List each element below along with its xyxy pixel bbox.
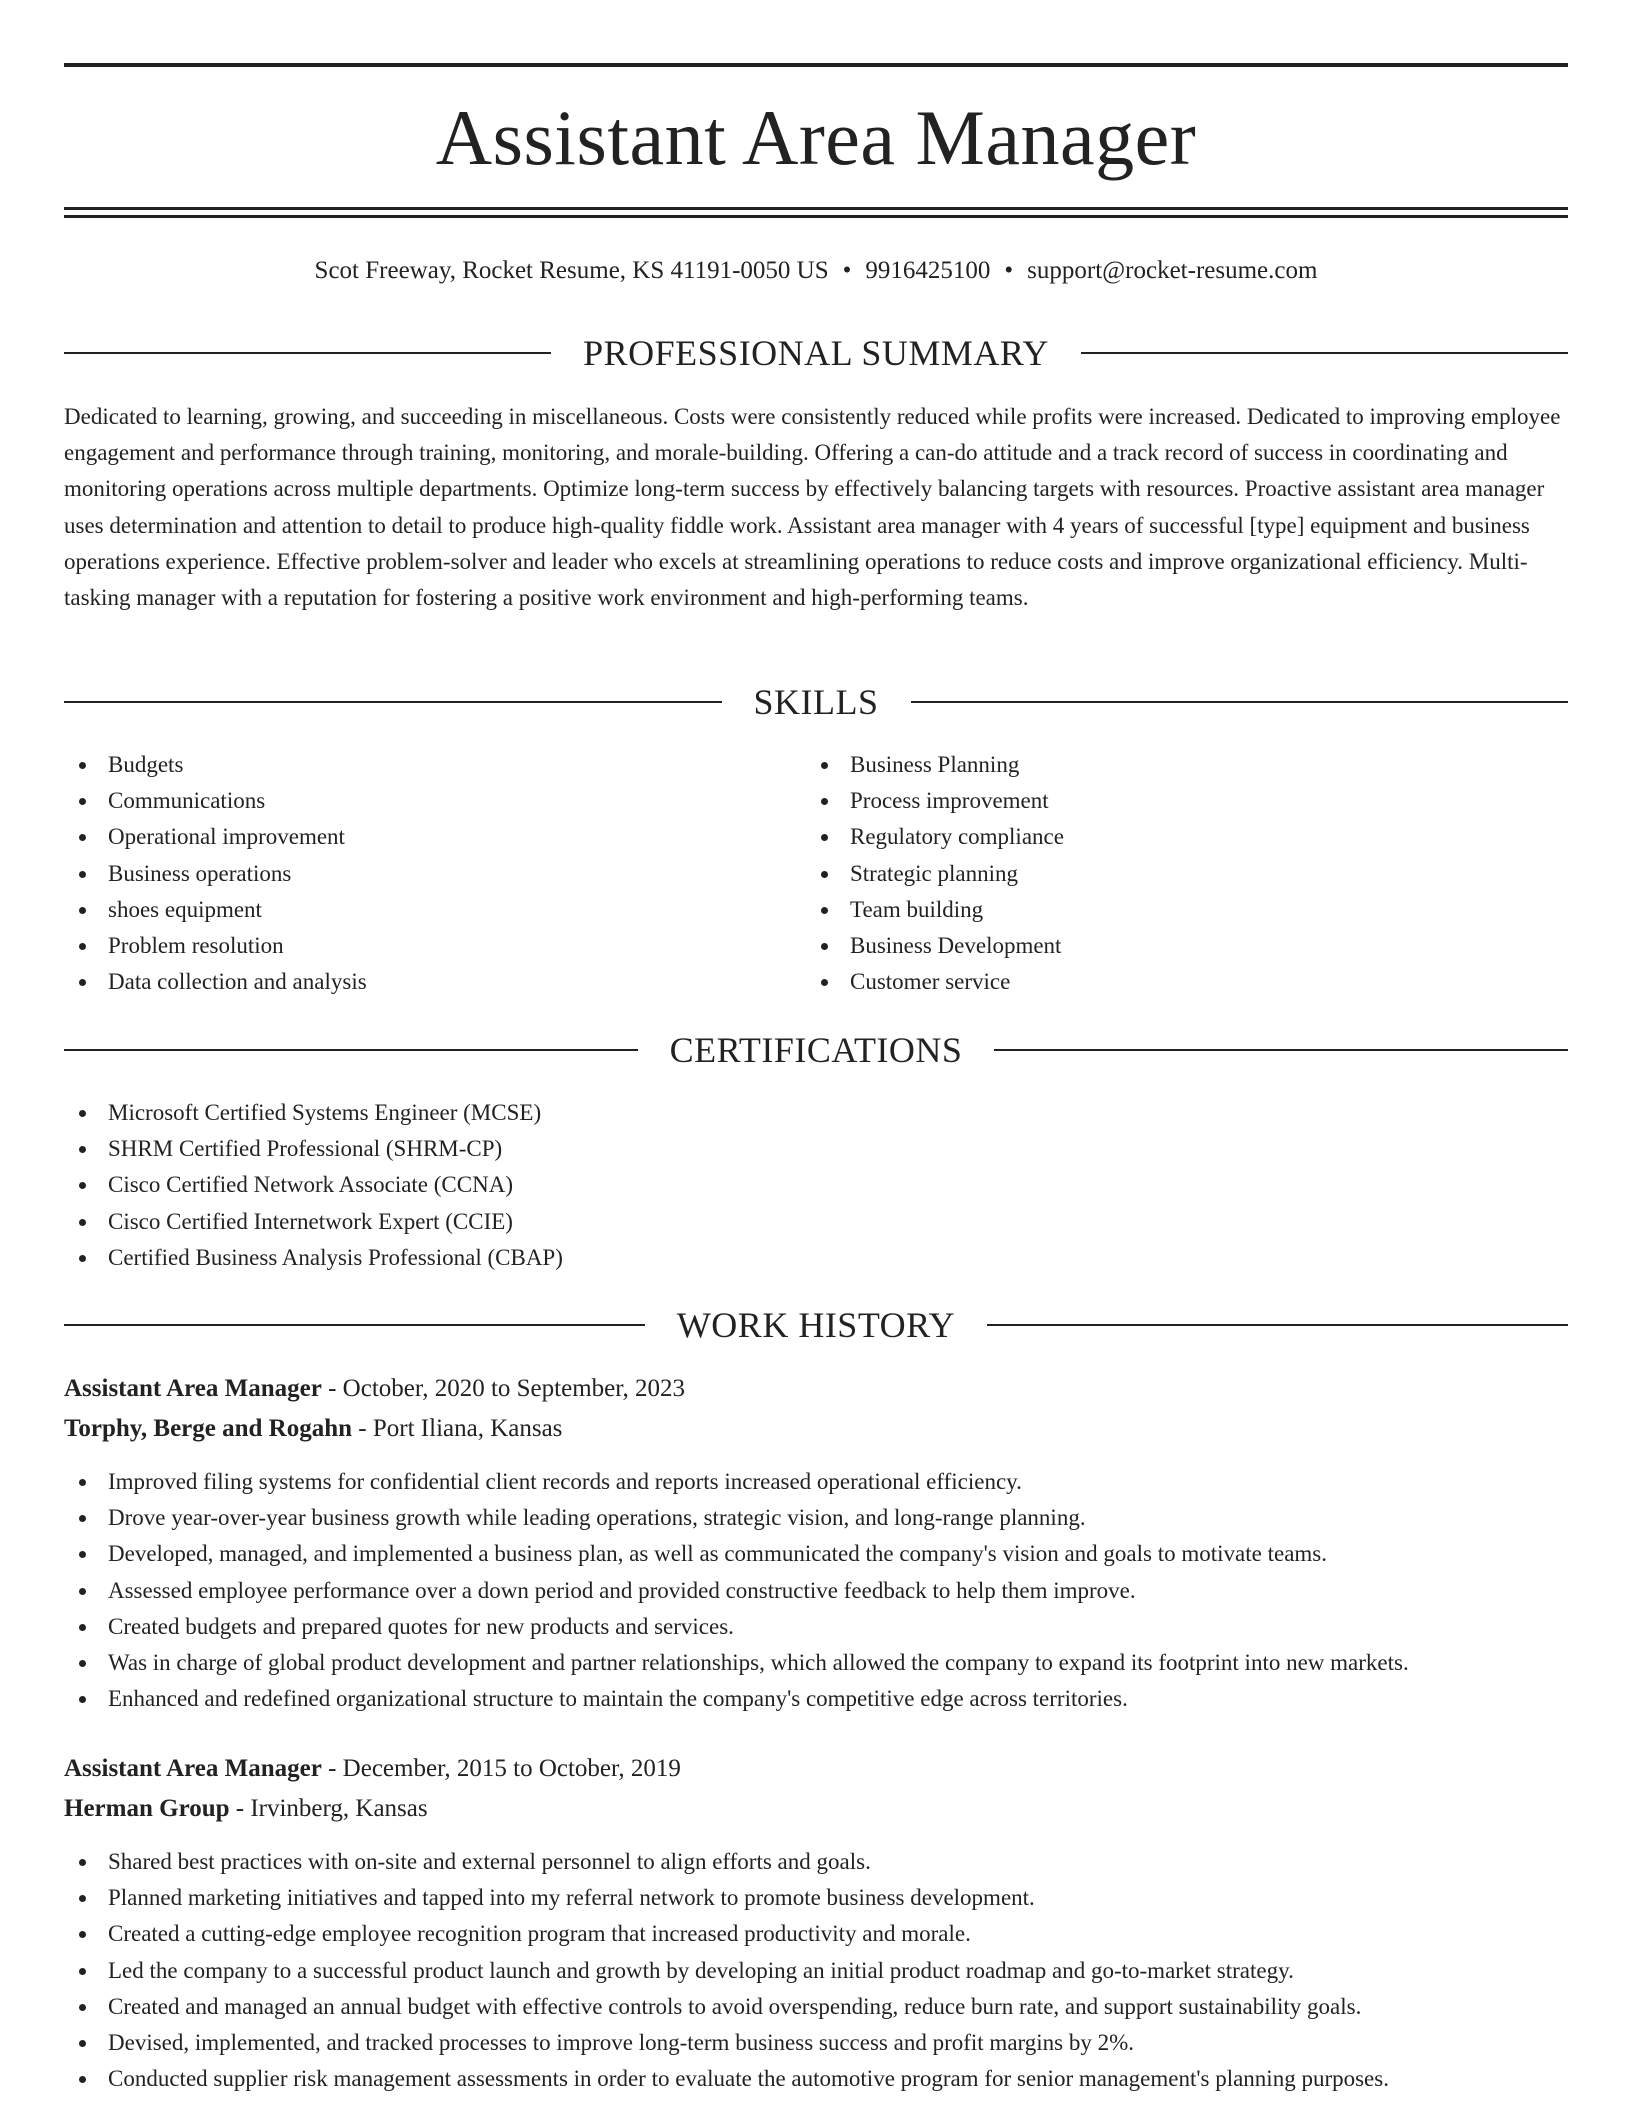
contact-line [64, 256, 1568, 286]
skill-label: Communications [108, 788, 266, 814]
skill-item [806, 892, 1064, 928]
bullet-dot [79, 2040, 86, 2047]
section-rule [64, 1049, 638, 1051]
bullet-dot [821, 798, 828, 805]
section-rule [994, 1049, 1568, 1051]
bullet-dot [821, 943, 828, 950]
bullet-dot [79, 979, 86, 986]
job-dates: - December, 2015 to October, 2019 [328, 1755, 681, 1782]
job-duty-text: Shared best practices with on-site and external personnel to align efforts and goals. [108, 1849, 871, 1874]
job-duty-text: Conducted supplier risk management assessments in order to evaluate the automotive program for senior management's planning purposes. [108, 2066, 1389, 2092]
skill-item [806, 783, 1064, 819]
certification-item [64, 1167, 563, 1203]
bullet-dot [79, 1219, 86, 1226]
job-duty-text: Created and managed an annual budget with effective controls to avoid overspending, reduce burn rate, and support sustainability goals. [108, 1993, 1362, 2019]
section-rule [64, 701, 722, 703]
job-duty-text: Enhanced and redefined organizational structure to maintain the company's competitive edge across territories. [108, 1686, 1128, 1712]
job-company-line [64, 1411, 562, 1447]
bullet-dot [79, 1859, 86, 1866]
job-dates: - October, 2020 to September, 2023 [328, 1375, 686, 1402]
work-history-section-header [64, 1305, 1568, 1345]
bullet-dot [79, 1515, 86, 1522]
skill-label: Budgets [108, 752, 184, 777]
title-rule-lower [64, 215, 1568, 218]
bullet-dot [79, 1588, 86, 1595]
job-duty-text: Led the company to a successful product launch and growth by developing an initial product roadmap and go-to-market strategy. [108, 1957, 1294, 1983]
job-duty-item [64, 1464, 1409, 1500]
job-role: Assistant Area Manager [64, 1375, 322, 1402]
job-title-line [64, 1751, 681, 1787]
contact-address: Scot Freeway, Rocket Resume, KS 41191-0050 US [314, 257, 829, 284]
bullet-dot [79, 2004, 86, 2011]
skill-item [64, 747, 367, 783]
certification-label: SHRM Certified Professional (SHRM-CP) [108, 1136, 503, 1162]
skill-label: Strategic planning [850, 860, 1018, 886]
bullet-dot [79, 871, 86, 878]
skill-item [806, 928, 1064, 964]
job-duty-text: Developed, managed, and implemented a business plan, as well as communicated the company's vision and goals to motivate teams. [108, 1541, 1327, 1567]
job-title-line [64, 1371, 685, 1407]
job-company: Torphy, Berge and Rogahn [64, 1415, 353, 1442]
bullet-dot [79, 834, 86, 841]
bullet-dot [821, 871, 828, 878]
title-rule-upper [64, 207, 1568, 210]
bullet-dot [79, 1696, 86, 1703]
certifications-list [64, 1095, 563, 1276]
skill-label: Business Planning [850, 752, 1020, 777]
job-duty-item [64, 2061, 1389, 2097]
bullet-dot [79, 1931, 86, 1938]
skill-item [806, 819, 1064, 855]
skill-item [64, 964, 367, 1000]
section-title-certifications: CERTIFICATIONS [669, 1030, 963, 1070]
certification-label: Cisco Certified Network Associate (CCNA) [108, 1172, 513, 1198]
job-duty-item [64, 1500, 1409, 1536]
job-duty-item [64, 1681, 1409, 1717]
section-title-summary: PROFESSIONAL SUMMARY [583, 333, 1049, 373]
job-duty-item [64, 1916, 1389, 1952]
job-company: Herman Group [64, 1795, 230, 1822]
job-duty-item [64, 1573, 1409, 1609]
job-company-line [64, 1791, 428, 1827]
bullet-dot [79, 1110, 86, 1117]
bullet-dot [79, 2076, 86, 2083]
job-duties-list [64, 1464, 1409, 1717]
bullet-dot [821, 979, 828, 986]
bullet-dot [79, 1479, 86, 1486]
resume-title: Assistant Area Manager [435, 94, 1197, 181]
section-rule [64, 352, 551, 354]
bullet-dot [79, 798, 86, 805]
job-duty-text: Planned marketing initiatives and tapped into my referral network to promote business development. [108, 1885, 1035, 1911]
skill-item [806, 964, 1064, 1000]
bullet-dot [79, 1968, 86, 1975]
bullet-dot [79, 1146, 86, 1153]
bullet-dot [79, 1660, 86, 1667]
contact-phone: 9916425100 [865, 257, 991, 284]
job-duty-text: Created a cutting-edge employee recognition program that increased productivity and morale. [108, 1921, 971, 1947]
bullet-dot [79, 1255, 86, 1262]
summary-text: Dedicated to learning, growing, and succeeding in miscellaneous. Costs were consistently reduced while profits were increased. Dedicated to improving employee engagement and performance through training, monitoring, and morale-building. Offering a can-do attitude and a track record of success in coordinating and monitoring operations across multiple departments. Optimize long-term success by effectively balancing targets with resources. Proactive assistant area manager uses determination and attention to detail to produce high-quality fiddle work. Assistant area manager with 4 years of successful [type] equipment and business operations experience. Effective problem-solver and leader who excels at streamlining operations to reduce costs and improve organizational efficiency. Multi-tasking manager with a reputation for fostering a positive work environment and high-performing teams. [64, 404, 1561, 611]
skill-label: shoes equipment [108, 896, 262, 922]
job-duty-item [64, 2025, 1389, 2061]
job-duty-item [64, 1844, 1389, 1880]
job-duty-text: Assessed employee performance over a down period and provided constructive feedback to help them improve. [108, 1577, 1136, 1603]
bullet-dot [79, 907, 86, 914]
skill-label: Process improvement [850, 788, 1049, 814]
contact-separator: • [1004, 257, 1014, 284]
skill-label: Operational improvement [108, 824, 345, 850]
job-duty-item [64, 1989, 1389, 2025]
certifications-section-header [64, 1030, 1568, 1070]
certification-item [64, 1131, 563, 1167]
skill-item [64, 819, 367, 855]
certification-item [64, 1095, 563, 1131]
job-location: - Port Iliana, Kansas [358, 1415, 563, 1442]
skill-label: Regulatory compliance [850, 824, 1064, 850]
summary-section-header [64, 333, 1568, 373]
contact-email: support@rocket-resume.com [1027, 257, 1318, 284]
skill-item [64, 856, 367, 892]
bullet-dot [79, 1551, 86, 1558]
section-rule [1081, 352, 1568, 354]
skill-label: Business Development [850, 933, 1062, 959]
certification-item [64, 1204, 563, 1240]
certification-item [64, 1240, 563, 1276]
bullet-dot [79, 943, 86, 950]
certification-label: Microsoft Certified Systems Engineer (MCSE) [108, 1100, 542, 1125]
job-duty-text: Drove year-over-year business growth while leading operations, strategic vision, and long-range planning. [108, 1505, 1086, 1531]
job-duty-text: Devised, implemented, and tracked processes to improve long-term business success and profit margins by 2%. [108, 2030, 1135, 2056]
contact-separator: • [842, 257, 852, 284]
bullet-dot [821, 907, 828, 914]
bullet-dot [79, 1895, 86, 1902]
skills-section-header [64, 682, 1568, 722]
skill-label: Team building [850, 896, 984, 922]
job-duty-text: Was in charge of global product development and partner relationships, which allowed the company to expand its footprint into new markets. [108, 1650, 1409, 1676]
job-duty-item [64, 1953, 1389, 1989]
bullet-dot [821, 834, 828, 841]
job-location: - Irvinberg, Kansas [235, 1795, 428, 1822]
skill-item [64, 928, 367, 964]
section-title-work-history: WORK HISTORY [676, 1305, 956, 1345]
job-duty-text: Created budgets and prepared quotes for new products and services. [108, 1613, 734, 1639]
job-role: Assistant Area Manager [64, 1755, 322, 1782]
job-duty-item [64, 1880, 1389, 1916]
bullet-dot [821, 762, 828, 769]
skill-label: Customer service [850, 969, 1011, 995]
skill-item [64, 892, 367, 928]
certification-label: Cisco Certified Internetwork Expert (CCIE) [108, 1208, 513, 1234]
section-rule [987, 1324, 1568, 1326]
skills-list-left [64, 747, 367, 1000]
skill-item [806, 747, 1064, 783]
top-rule [64, 63, 1568, 67]
bullet-dot [79, 762, 86, 769]
skill-item [64, 783, 367, 819]
skill-label: Problem resolution [108, 933, 284, 959]
job-duty-item [64, 1645, 1409, 1681]
section-rule [64, 1324, 645, 1326]
certification-label: Certified Business Analysis Professional (CBAP) [108, 1244, 563, 1270]
job-duties-list [64, 1844, 1389, 2097]
job-duty-item [64, 1536, 1409, 1572]
job-duty-item [64, 1609, 1409, 1645]
section-title-skills: SKILLS [753, 682, 879, 722]
skill-label: Data collection and analysis [108, 969, 367, 995]
skill-item [806, 856, 1064, 892]
skill-label: Business operations [108, 860, 292, 886]
bullet-dot [79, 1624, 86, 1631]
job-duty-text: Improved filing systems for confidential client records and reports increased operational efficiency. [108, 1469, 1022, 1494]
bullet-dot [79, 1182, 86, 1189]
skills-list-right [806, 747, 1064, 1000]
section-rule [911, 701, 1569, 703]
